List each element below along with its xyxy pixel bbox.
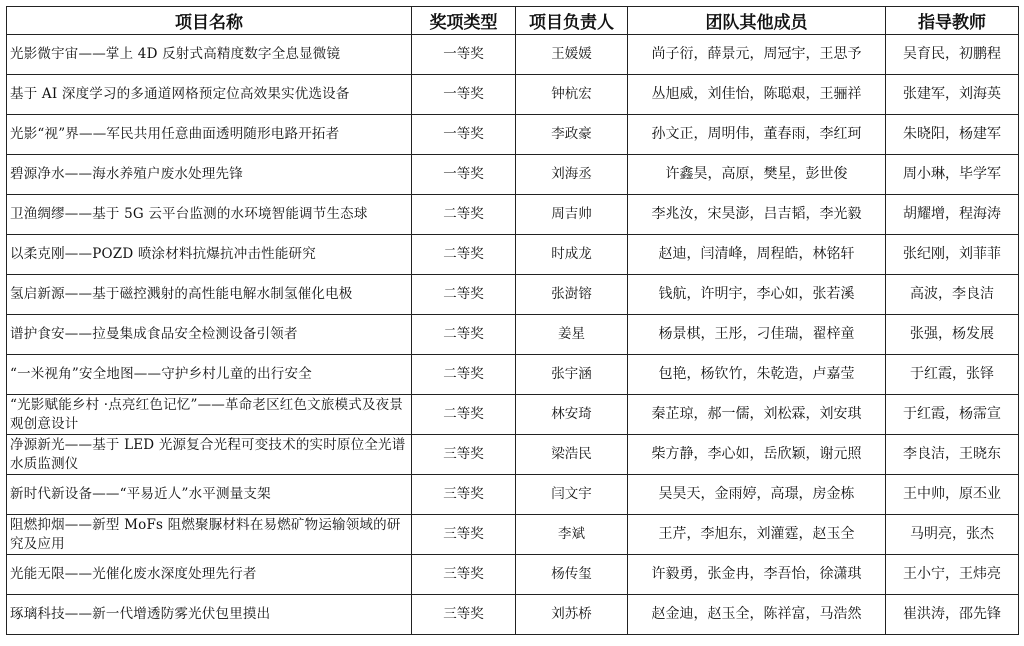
advisors-cell: 吴育民，初鹏程 [886,35,1019,75]
advisors-cell: 朱晓阳，杨建军 [886,115,1019,155]
advisors-cell: 高波，李良洁 [886,275,1019,315]
project-leader-cell: 王媛媛 [516,35,628,75]
project-name-cell: “光影赋能乡村 ·点亮红色记忆”——革命老区红色文旅模式及夜景观创意设计 [7,395,412,435]
table-row [7,595,1019,635]
table-row [7,515,1019,555]
project-leader-cell: 姜星 [516,315,628,355]
header-team-members: 团队其他成员 [628,7,886,35]
award-type-cell: 一等奖 [412,155,516,195]
team-members-cell: 丛旭威，刘佳怡，陈聪艰，王骊祥 [628,75,886,115]
award-type-cell: 二等奖 [412,315,516,355]
award-type-cell: 三等奖 [412,515,516,555]
project-name-cell: 净源新光——基于 LED 光源复合光程可变技术的实时原位全光谱水质监测仪 [7,435,412,475]
award-type-cell: 二等奖 [412,355,516,395]
table-row [7,195,1019,235]
project-leader-cell: 张宇涵 [516,355,628,395]
award-type-cell: 二等奖 [412,235,516,275]
header-project-leader: 项目负责人 [516,7,628,35]
award-type-cell: 二等奖 [412,395,516,435]
award-type-cell: 三等奖 [412,555,516,595]
advisors-cell: 王中帅，原丕业 [886,475,1019,515]
award-type-cell: 三等奖 [412,595,516,635]
team-members-cell: 秦芷琼，郝一儒，刘松霖，刘安琪 [628,395,886,435]
advisors-cell: 于红霞，杨霈宣 [886,395,1019,435]
advisors-cell: 张纪刚，刘菲菲 [886,235,1019,275]
project-leader-cell: 张澍镕 [516,275,628,315]
project-name-cell: 新时代新设备——“平易近人”水平测量支架 [7,475,412,515]
advisors-cell: 张强，杨发展 [886,315,1019,355]
project-name-cell: 谱护食安——拉曼集成食品安全检测设备引领者 [7,315,412,355]
team-members-cell: 李兆汝，宋昊澎，吕吉韬，李光毅 [628,195,886,235]
project-name-cell: 光影微宇宙——掌上 4D 反射式高精度数字全息显微镜 [7,35,412,75]
project-leader-cell: 林安琦 [516,395,628,435]
project-name-cell: 基于 AI 深度学习的多通道网格预定位高效果实优选设备 [7,75,412,115]
table-row [7,75,1019,115]
table-body [7,35,1019,635]
team-members-cell: 王芹，李旭东，刘灌霆，赵玉全 [628,515,886,555]
advisors-cell: 于红霞，张铎 [886,355,1019,395]
table-row [7,35,1019,75]
award-type-cell: 一等奖 [412,115,516,155]
advisors-cell: 张建军，刘海英 [886,75,1019,115]
team-members-cell: 柴方静，李心如，岳欣颖，谢元照 [628,435,886,475]
advisors-cell: 马明亮，张杰 [886,515,1019,555]
project-leader-cell: 时成龙 [516,235,628,275]
project-name-cell: 氢启新源——基于磁控溅射的高性能电解水制氢催化电极 [7,275,412,315]
advisors-cell: 胡耀增，程海涛 [886,195,1019,235]
table-row [7,355,1019,395]
header-row [7,7,1019,35]
award-type-cell: 三等奖 [412,435,516,475]
project-leader-cell: 刘苏桥 [516,595,628,635]
project-name-cell: 碧源净水——海水养殖户废水处理先锋 [7,155,412,195]
project-leader-cell: 闫文宇 [516,475,628,515]
team-members-cell: 赵金迪，赵玉全，陈祥富，马浩然 [628,595,886,635]
award-type-cell: 二等奖 [412,195,516,235]
project-leader-cell: 周吉帅 [516,195,628,235]
header-advisors: 指导教师 [886,7,1019,35]
award-type-cell: 三等奖 [412,475,516,515]
team-members-cell: 包艳，杨钦竹，朱乾造，卢嘉莹 [628,355,886,395]
team-members-cell: 许毅勇，张金冉，李吾怡，徐潇琪 [628,555,886,595]
team-members-cell: 孙文正，周明伟，董春雨，李红珂 [628,115,886,155]
award-type-cell: 一等奖 [412,35,516,75]
project-name-cell: 卫渔绸缪——基于 5G 云平台监测的水环境智能调节生态球 [7,195,412,235]
table-row [7,235,1019,275]
team-members-cell: 吴昊天，金雨婷，高璟，房金栋 [628,475,886,515]
team-members-cell: 许鑫昊，高原，樊星，彭世俊 [628,155,886,195]
team-members-cell: 尚子衍，薛景元，周冠宇，王思予 [628,35,886,75]
header-project-name: 项目名称 [7,7,412,35]
table-row [7,115,1019,155]
advisors-cell: 周小琳，毕学军 [886,155,1019,195]
team-members-cell: 杨景棋，王彤，刁佳瑞，翟梓童 [628,315,886,355]
team-members-cell: 钱航，许明宇，李心如，张若溪 [628,275,886,315]
project-leader-cell: 刘海丞 [516,155,628,195]
award-type-cell: 一等奖 [412,75,516,115]
award-type-cell: 二等奖 [412,275,516,315]
team-members-cell: 赵迪，闫清峰，周程皓，林铭轩 [628,235,886,275]
advisors-cell: 崔洪涛，邵先锋 [886,595,1019,635]
table-row [7,315,1019,355]
project-leader-cell: 梁浩民 [516,435,628,475]
project-leader-cell: 钟杭宏 [516,75,628,115]
project-name-cell: 琢璃科技——新一代增透防雾光伏包里摸出 [7,595,412,635]
project-name-cell: “一米视角”安全地图——守护乡村儿童的出行安全 [7,355,412,395]
advisors-cell: 王小宁，王炜亮 [886,555,1019,595]
advisors-cell: 李良洁，王晓东 [886,435,1019,475]
table-row [7,475,1019,515]
project-name-cell: 阻燃抑烟——新型 MoFs 阻燃聚脲材料在易燃矿物运输领域的研究及应用 [7,515,412,555]
table-row [7,395,1019,435]
table-row [7,275,1019,315]
table-row [7,555,1019,595]
table-row [7,155,1019,195]
header-award-type: 奖项类型 [412,7,516,35]
project-leader-cell: 杨传玺 [516,555,628,595]
project-name-cell: 光能无限——光催化废水深度处理先行者 [7,555,412,595]
project-leader-cell: 李斌 [516,515,628,555]
project-name-cell: 以柔克刚——POZD 喷涂材料抗爆抗冲击性能研究 [7,235,412,275]
table-row [7,435,1019,475]
project-leader-cell: 李政豪 [516,115,628,155]
award-table [6,6,1019,635]
project-name-cell: 光影“视”界——军民共用任意曲面透明随形电路开拓者 [7,115,412,155]
